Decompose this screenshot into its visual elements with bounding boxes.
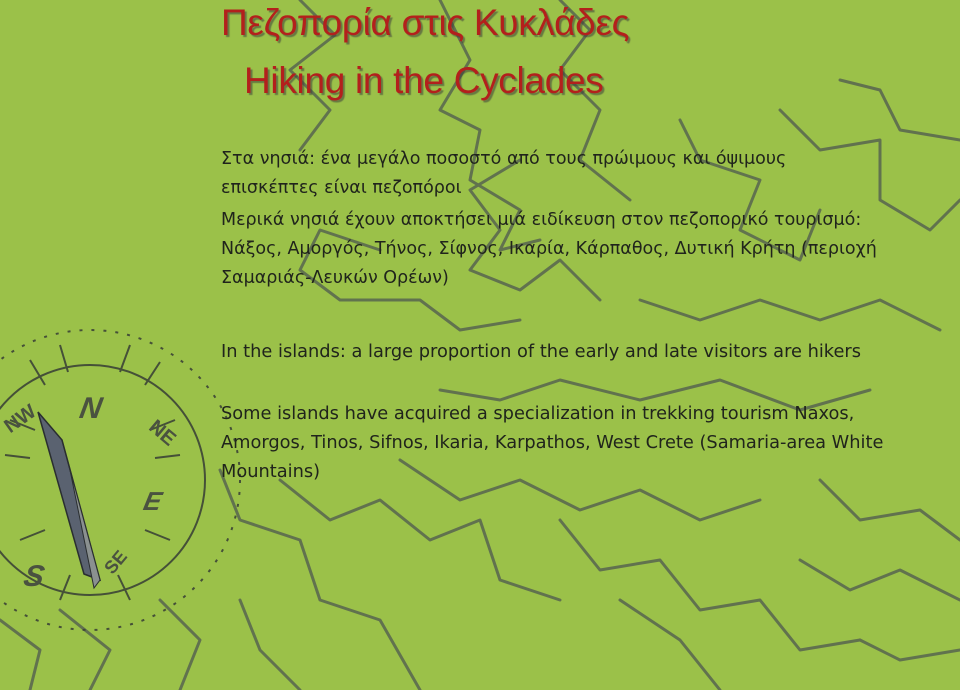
contour-line xyxy=(860,640,960,660)
english-paragraph-2: Some islands have acquired a specialization in trekking tourism Naxos, Amorgos, Tinos, Sifnos, Ikaria, Karpathos, West Crete (Samaria-area White Mountains) xyxy=(221,403,884,482)
contour-line xyxy=(560,520,860,650)
contour-line xyxy=(840,80,960,140)
compass-label-nw: NW xyxy=(0,400,41,438)
contour-line xyxy=(820,480,960,540)
compass-label-e: E xyxy=(140,486,165,516)
greek-paragraph-1: Στα νησιά: ένα μεγάλο ποσοστό από τους πρώιμους και όψιμους επισκέπτες είναι πεζοπόροι xyxy=(221,149,787,198)
compass-label-s: S xyxy=(21,560,48,593)
contour-line xyxy=(220,470,420,690)
contour-line xyxy=(240,600,300,690)
contour-line xyxy=(640,300,940,330)
english-paragraph-1: In the islands: a large proportion of the early and late visitors are hikers xyxy=(221,341,861,362)
compass-label-se: SE xyxy=(100,546,132,578)
greek-paragraph-2: Μερικά νησιά έχουν αποκτήσει μιά ειδίκευση στον πεζοπορικό τουρισμό: Νάξος, Αμοργός, Τήνος, Σίφνος, Ικαρία, Κάρπαθος, Δυτική Κρήτη (περιοχή Σαμαριάς-Λευκών Ορέων) xyxy=(221,210,877,288)
compass-label-n: N xyxy=(77,392,105,425)
slide-title-english: Hiking in the Cyclades xyxy=(244,60,604,101)
contour-line xyxy=(160,600,200,690)
contour-line xyxy=(0,620,40,690)
contour-line xyxy=(800,560,960,600)
slide-title-greek: Πεζοπορία στις Κυκλάδες xyxy=(221,2,630,43)
contour-line xyxy=(60,610,110,690)
contour-line xyxy=(280,480,560,600)
compass-label-ne: NE xyxy=(144,415,180,451)
contour-line xyxy=(620,600,720,690)
